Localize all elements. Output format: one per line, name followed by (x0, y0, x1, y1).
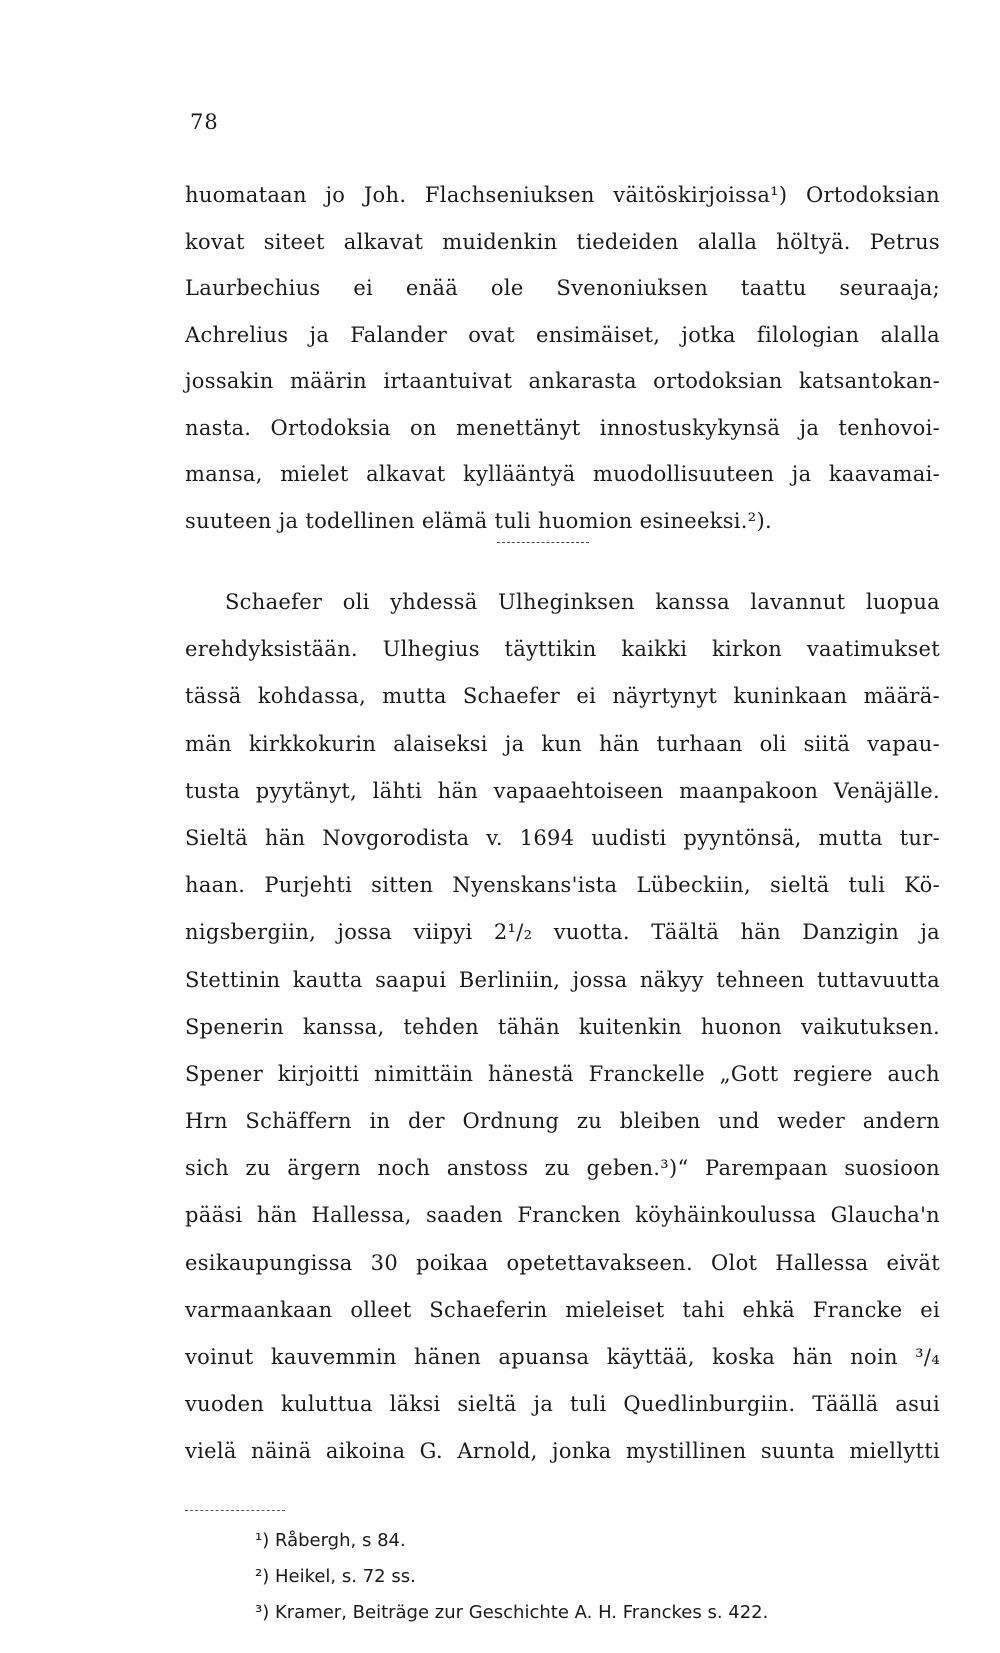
text-line: Achrelius ja Falander ovat ensimäiset, jotka filologian alalla (185, 322, 940, 347)
text-line: erehdyksistään. Ulhegius täyttikin kaikki kirkon vaatimukset (185, 637, 940, 662)
text-line: varmaankaan olleet Schaeferin mieleiset tahi ehkä Francke ei (185, 1297, 940, 1322)
text-line: nasta. Ortodoksia on menettänyt innostuskykynsä ja tenhovoi- (185, 415, 940, 440)
footnote-2: ²) Heikel, s. 72 ss. (255, 1566, 416, 1587)
footnote-3: ³) Kramer, Beiträge zur Geschichte A. H. Franckes s. 422. (255, 1602, 769, 1623)
text-line: Laurbechius ei enää ole Svenoniuksen taattu seuraaja; (185, 276, 940, 300)
text-line: kovat siteet alkavat muidenkin tiedeiden alalla höltyä. Petrus (185, 229, 940, 254)
text-line: sich zu ärgern noch anstoss zu geben.³)“ Parempaan suosioon (185, 1156, 940, 1181)
footnotes (255, 1523, 935, 1631)
text-line: jossakin määrin irtaantuivat ankarasta ortodoksian katsantokan- (185, 369, 940, 393)
text-line: Sieltä hän Novgorodista v. 1694 uudisti pyyntönsä, mutta tur- (185, 825, 940, 850)
text-line: haan. Purjehti sitten Nyenskans'ista Lübeckiin, sieltä tuli Kö- (185, 873, 940, 898)
text-line: Spener kirjoitti nimittäin hänestä Franckelle „Gott regiere auch (185, 1061, 940, 1086)
text-line: Hrn Schäffern in der Ordnung zu bleiben und weder andern (185, 1109, 940, 1134)
text-line: pääsi hän Hallessa, saaden Francken köyhäinkoulussa Glaucha'n (185, 1203, 940, 1228)
text-line: voinut kauvemmin hänen apuansa käyttää, koska hän noin ³/₄ (185, 1345, 940, 1369)
text-line: män kirkkokurin alaiseksi ja kun hän turhaan oli siitä vapau- (185, 731, 940, 756)
section-separator (497, 542, 589, 543)
text-line: tusta pyytänyt, lähti hän vapaaehtoiseen maanpakoon Venäjälle. (185, 778, 940, 803)
footnote-1: ¹) Råbergh, s 84. (255, 1530, 406, 1551)
text-line: vielä näinä aikoina G. Arnold, jonka mystillinen suunta miellytti (185, 1439, 940, 1464)
footnote-rule (185, 1510, 285, 1511)
text-line: vuoden kuluttua läksi sieltä ja tuli Quedlinburgiin. Täällä asui (185, 1392, 940, 1417)
text-line: Spenerin kanssa, tehden tähän kuitenkin huonon vaikutuksen. (185, 1014, 940, 1039)
text-line: Stettinin kautta saapui Berliniin, jossa näkyy tehneen tuttavuutta (185, 967, 940, 992)
text-line: nigsbergiin, jossa viipyi 2¹/₂ vuotta. Täältä hän Danzigin ja (185, 920, 940, 945)
text-line: suuteen ja todellinen elämä tuli huomion esineeksi.²). (185, 508, 772, 533)
paragraph-1 (185, 172, 940, 544)
text-line: mansa, mielet alkavat kyllääntyä muodollisuuteen ja kaavamai- (185, 462, 940, 486)
paragraph-2 (185, 579, 940, 1476)
text-line: huomataan jo Joh. Flachseniuksen väitöskirjoissa¹) Ortodoksian (185, 183, 940, 207)
text-line: Schaefer oli yhdessä Ulheginksen kanssa lavannut luopua (225, 590, 940, 614)
text-line: esikaupungissa 30 poikaa opetettavakseen. Olot Hallessa eivät (185, 1250, 940, 1275)
page-number: 78 (190, 110, 219, 134)
text-line: tässä kohdassa, mutta Schaefer ei näyrtynyt kuninkaan määrä- (185, 684, 940, 709)
